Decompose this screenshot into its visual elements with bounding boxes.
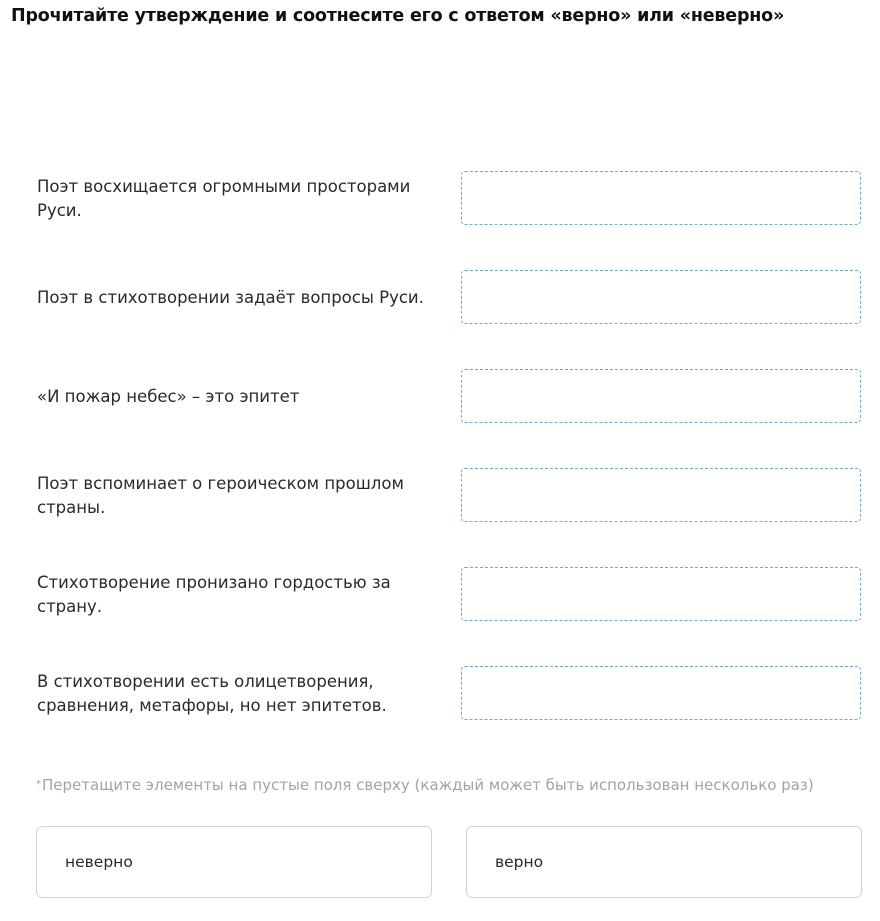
statement-text: В стихотворении есть олицетворения, сравнения, метафоры, но нет эпитетов. <box>37 672 387 715</box>
answer-drop-zone[interactable] <box>461 567 861 621</box>
page-title: Прочитайте утверждение и соотнесите его с ответом «верно» или «неверно» <box>11 6 785 26</box>
statement-row <box>36 369 864 425</box>
hint-asterisk: * <box>36 779 41 790</box>
statement-text: «И пожар небес» – это эпитет <box>37 387 300 406</box>
statement-text: Поэт восхищается огромными просторами Руси. <box>37 177 411 220</box>
answer-drop-zone[interactable] <box>461 369 861 423</box>
statement-text: Стихотворение пронизано гордостью за страну. <box>37 573 391 616</box>
statement-row <box>36 270 864 326</box>
hint-text: Перетащите элементы на пустые поля сверху (каждый может быть использован несколько раз) <box>42 776 814 794</box>
answer-drop-zone[interactable] <box>461 666 861 720</box>
statement-row <box>36 468 864 524</box>
draggable-option-verno[interactable]: верно <box>466 826 862 898</box>
answer-drop-zone[interactable] <box>461 171 861 225</box>
drag-hint <box>36 775 814 795</box>
draggable-option-neverno[interactable]: неверно <box>36 826 432 898</box>
answer-drop-zone[interactable] <box>461 468 861 522</box>
statement-row <box>36 666 864 722</box>
answer-drop-zone[interactable] <box>461 270 861 324</box>
statement-text: Поэт в стихотворении задаёт вопросы Руси. <box>37 288 424 307</box>
statement-text: Поэт вспоминает о героическом прошлом страны. <box>37 474 404 517</box>
statement-row <box>36 171 864 227</box>
statement-row <box>36 567 864 623</box>
